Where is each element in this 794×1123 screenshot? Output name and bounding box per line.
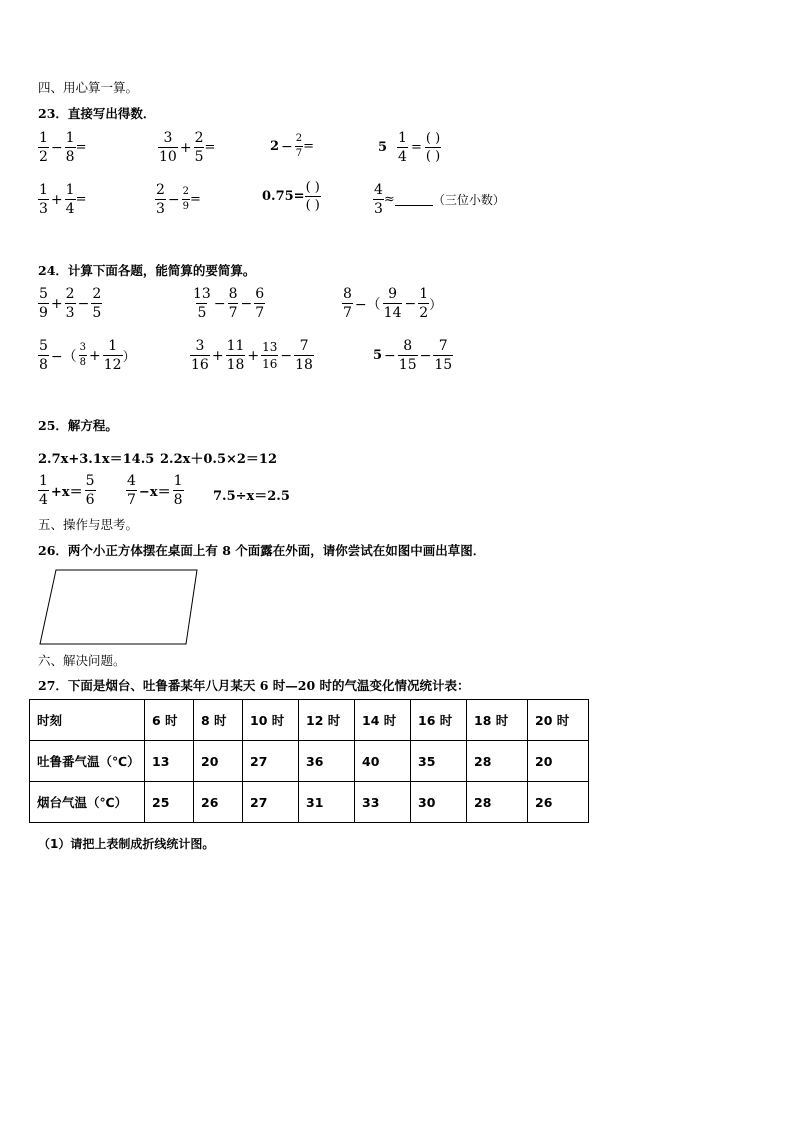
fraction: $\frac{1}{4}$ (398, 130, 407, 165)
q24-expr-6: 5 − $\frac{8}{15}$ − $\frac{7}{15}$ (373, 338, 453, 373)
table-header-row: 时刻 6 时 8 时 10 时 12 时 14 时 16 时 18 时 20 时 (30, 700, 589, 741)
fraction: $\frac{2}{7}$ (295, 133, 303, 159)
section-6-heading: 六、解决问题。 (38, 653, 126, 668)
fraction: 1 3 (39, 182, 48, 217)
question-27-title: 27．下面是烟台、吐鲁番某年八月某天 6 时—20 时的气温变化情况统计表： (38, 678, 470, 693)
answer-fraction: ( ) ( ) (425, 131, 441, 164)
equation-4: 4 7 −x＝ 1 8 (127, 473, 183, 508)
q23-item-5: 1 3 + $\frac{1}{4}$ = (39, 182, 87, 217)
fraction: 3 10 (159, 130, 177, 165)
q23-item-7: 0.75= ( ) ( ) (262, 180, 320, 213)
table-row: 烟台气温（℃） 25 26 27 31 33 30 28 26 (30, 782, 589, 823)
answer-fraction: ( ) ( ) (305, 180, 320, 213)
q24-expr-2: 13 5 − $\frac{8}{7}$ − $\frac{6}{7}$ (193, 286, 265, 321)
fraction: $\frac{2}{5}$ (194, 130, 204, 165)
equation-5: 7.5÷x＝2.5 (213, 489, 290, 504)
q23-item-1: 1 2 − $\frac{1}{8}$ = (39, 130, 87, 165)
q23-item-4: 5 $\frac{1}{4}$ = ( ) ( ) (378, 130, 441, 165)
fraction: $\frac{2}{9}$ (182, 186, 190, 212)
q23-item-3: 2 − $\frac{2}{7}$ = (270, 133, 315, 159)
drawing-parallelogram (38, 568, 200, 646)
question-24-title: 24．计算下面各题，能简算的要简算。 (38, 263, 256, 278)
section-5-heading: 五、操作与思考。 (38, 517, 139, 532)
q24-expr-5: 3 16 + $\frac{11}{18}$ + $\frac{13}{16}$ − $\frac{7}{18}$ (191, 338, 313, 373)
section-4-heading: 四、用心算一算。 (38, 80, 139, 95)
equation-2: 2.2x＋0.5×2＝12 (160, 452, 278, 467)
fraction: $\frac{4}{3}$ (374, 182, 383, 217)
fraction: 1 2 (39, 130, 48, 165)
question-23-title: 23．直接写出得数． (38, 106, 156, 121)
table-row: 吐鲁番气温（℃） 13 20 27 36 40 35 28 20 (30, 741, 589, 782)
fraction: $\frac{1}{8}$ (65, 130, 75, 165)
equation-3: 1 4 +x＝ 5 6 (39, 473, 95, 508)
q24-expr-1: 5 9 + $\frac{2}{3}$ − $\frac{2}{5}$ (39, 286, 102, 321)
q23-item-8: $\frac{4}{3}$ ≈ （三位小数） (374, 182, 505, 217)
question-27-subpart-1: （1）请把上表制成折线统计图。 (38, 837, 215, 851)
q23-item-6: 2 3 − $\frac{2}{9}$ = (156, 182, 201, 217)
equation-1: 2.7x+3.1x＝14.5 (38, 452, 155, 467)
temperature-table (29, 699, 589, 823)
question-26-title: 26．两个小正方体摆在桌面上有 8 个面露在外面，请你尝试在如图中画出草图． (38, 543, 486, 558)
question-25-title: 25．解方程。 (38, 418, 118, 433)
q24-expr-4: 5 8 −（ 3 8 + $\frac{1}{12}$ ） (39, 338, 136, 373)
q24-expr-3: 8 7 −（ 9 14 − $\frac{1}{2}$ ） (343, 286, 443, 321)
q23-item-2: 3 10 + $\frac{2}{5}$ = (159, 130, 216, 165)
fraction: $\frac{1}{4}$ (65, 182, 75, 217)
fraction: 2 3 (156, 182, 165, 217)
answer-blank (395, 193, 433, 206)
